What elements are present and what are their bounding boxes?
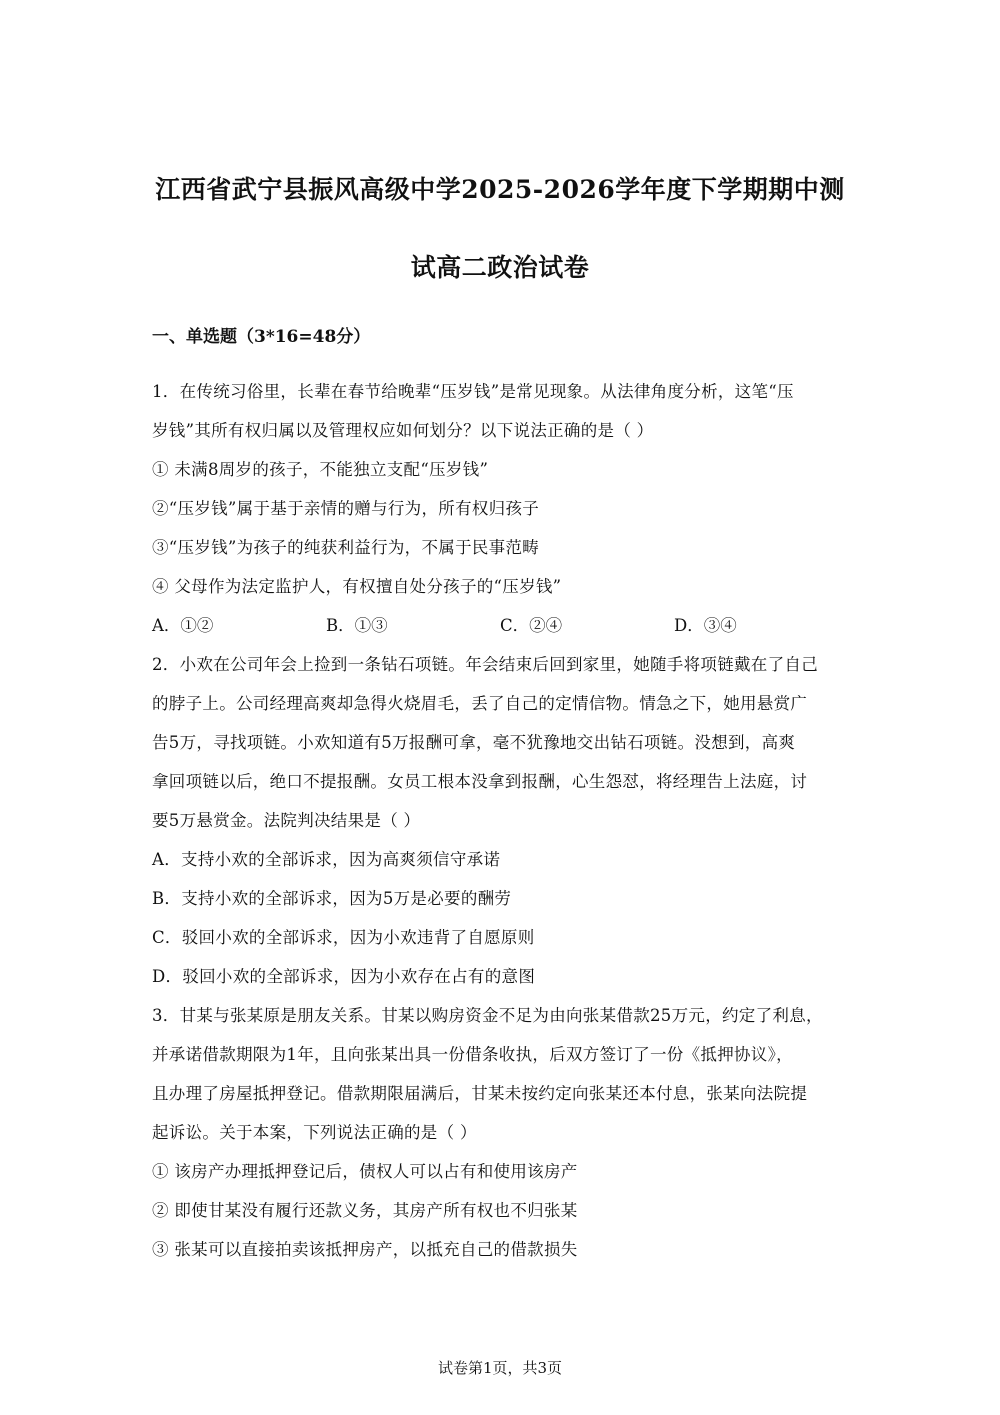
q1-item-1: ① 未满8周岁的孩子，不能独立支配“压岁钱” [152,460,489,479]
q3-stem-line-3: 且办理了房屋抵押登记。借款期限届满后，甘某未按约定向张某还本付息，张某向法院提 [152,1084,808,1103]
section-heading: 一、单选题（3*16=48分） [152,327,371,347]
exam-title-line-2: 试高二政治试卷 [410,253,590,282]
q2-stem-line-1: 2．小欢在公司年会上捡到一条钻石项链。年会结束后回到家里，她随手将项链戴在了自己 [152,655,818,674]
q1-stem-line-2: 岁钱”其所有权归属以及管理权应如何划分？以下说法正确的是（ ） [152,421,654,440]
q3-item-1: ① 该房产办理抵押登记后，债权人可以占有和使用该房产 [152,1162,578,1181]
q1-item-2: ②“压岁钱”属于基于亲情的赠与行为，所有权归孩子 [152,499,540,518]
q2-option-a: A．支持小欢的全部诉求，因为高爽须信守承诺 [152,850,501,869]
q2-stem-line-2: 的脖子上。公司经理高爽却急得火烧眉毛，丢了自己的定情信物。情急之下，她用悬赏广 [152,694,808,713]
q2-stem-line-3: 告5万，寻找项链。小欢知道有5万报酬可拿，毫不犹豫地交出钻石项链。没想到，高爽 [152,733,796,752]
exam-title-line-1: 江西省武宁县振风高级中学2025-2026学年度下学期期中测 [155,175,845,204]
q3-item-3: ③ 张某可以直接拍卖该抵押房产，以抵充自己的借款损失 [152,1240,578,1259]
q2-option-d: D．驳回小欢的全部诉求，因为小欢存在占有的意图 [152,967,536,986]
q2-option-b: B．支持小欢的全部诉求，因为5万是必要的酬劳 [152,889,512,908]
q3-item-2: ② 即使甘某没有履行还款义务，其房产所有权也不归张某 [152,1201,578,1220]
q1-item-4: ④ 父母作为法定监护人，有权擅自处分孩子的“压岁钱” [152,577,562,596]
q1-option-b: B．①③ [326,616,388,635]
q3-stem-line-4: 起诉讼。关于本案，下列说法正确的是（ ） [152,1123,477,1142]
q1-option-a: A．①② [152,616,214,635]
q3-stem-line-2: 并承诺借款期限为1年，且向张某出具一份借条收执，后双方签订了一份《抵押协议》， [152,1045,793,1064]
q2-stem-line-4: 拿回项链以后，绝口不提报酬。女员工根本没拿到报酬，心生怨怼，将经理告上法庭，讨 [152,772,808,791]
q1-stem-line-1: 1．在传统习俗里，长辈在春节给晚辈“压岁钱”是常见现象。从法律角度分析，这笔“压 [152,382,794,401]
q1-option-d: D．③④ [674,616,737,635]
q2-stem-line-5: 要5万悬赏金。法院判决结果是（ ） [152,811,421,830]
q3-stem-line-1: 3．甘某与张某原是朋友关系。甘某以购房资金不足为由向张某借款25万元，约定了利息， [152,1006,823,1025]
q1-option-c: C．②④ [500,616,563,635]
q2-option-c: C．驳回小欢的全部诉求，因为小欢违背了自愿原则 [152,928,535,947]
q1-item-3: ③“压岁钱”为孩子的纯获利益行为，不属于民事范畴 [152,538,540,557]
page-footer: 试卷第1页，共3页 [437,1359,563,1377]
